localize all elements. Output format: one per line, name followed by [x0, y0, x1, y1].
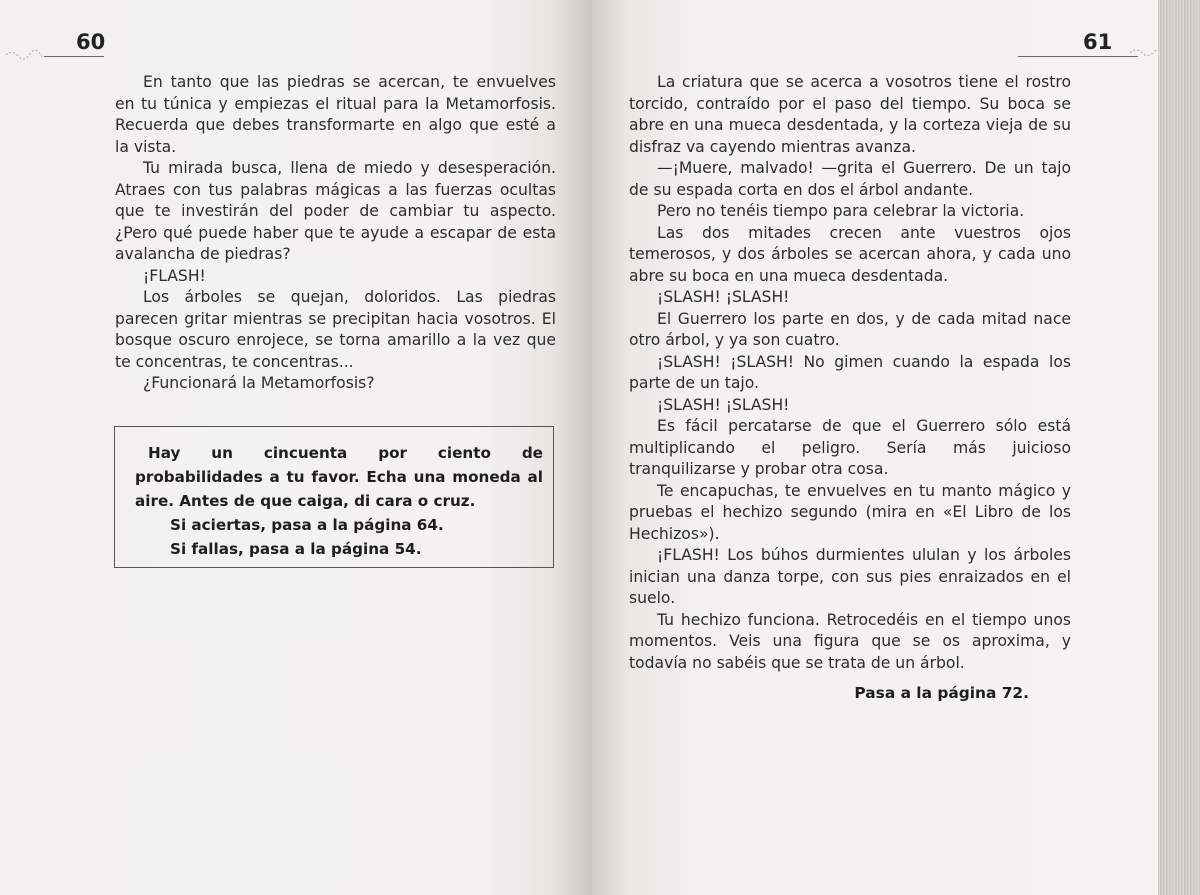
choice-option-lose: Si fallas, pasa a la página 54. [170, 540, 422, 558]
margin-mark [4, 47, 44, 61]
paragraph: Pero no tenéis tiempo para celebrar la victoria. [657, 202, 1025, 220]
paragraph: ¿Funcionará la Metamorfosis? [143, 374, 375, 392]
paragraph: En tanto que las piedras se acercan, te envuelves en tu túnica y empiezas el ritual para la Metamorfosis. Recuerda que debes transformarte en algo que esté a la vista. [115, 73, 556, 156]
paragraph: —¡Muere, malvado! —grita el Guerrero. De un tajo de su espada corta en dos el árbol andante. [629, 159, 1071, 199]
choice-box [114, 426, 554, 568]
paragraph: Tu hechizo funciona. Retrocedéis en el tiempo unos momentos. Veis una figura que se os aproxima, y todavía no sabéis que se trata de un árbol. [629, 610, 1071, 672]
final-instruction: Pasa a la página 72. [854, 684, 1029, 702]
paragraph: ¡FLASH! [143, 266, 206, 285]
body-text [629, 72, 1071, 674]
choice-intro: Hay un cincuenta por ciento de probabilidades a tu favor. Echa una moneda al aire. Antes de que caiga, di cara o cruz. [135, 444, 543, 510]
body-text [115, 72, 556, 395]
paragraph: Es fácil percatarse de que el Guerrero sólo está multiplicando el peligro. Sería más juicioso tranquilizarse y probar otra cosa. [629, 417, 1071, 478]
paragraph: Te encapuchas, te envuelves en tu manto mágico y pruebas el hechizo segundo (mira en «El Libro de los Hechizos»). [629, 481, 1071, 543]
margin-mark [1128, 44, 1158, 58]
paragraph: ¡SLASH! ¡SLASH! No gimen cuando la espada los parte de un tajo. [629, 352, 1071, 392]
left-page [0, 0, 592, 895]
page-number: 61 [1083, 30, 1113, 54]
paragraph: Las dos mitades crecen ante vuestros ojos temerosos, y dos árboles se acercan ahora, y cada uno abre su boca en una mueca desdentada. [629, 223, 1071, 285]
paragraph: La criatura que se acerca a vosotros tiene el rostro torcido, contraído por el paso del tiempo. Su boca se abre en una mueca desdentada, y la corteza vieja de su disfraz va cayendo mientras avanza. [629, 73, 1071, 156]
header-rule [44, 56, 104, 57]
header-rule [1018, 56, 1138, 57]
paragraph: ¡SLASH! ¡SLASH! [657, 395, 790, 414]
page-number: 60 [76, 30, 106, 54]
paragraph: El Guerrero los parte en dos, y de cada mitad nace otro árbol, y ya son cuatro. [629, 309, 1071, 349]
right-page [592, 0, 1158, 895]
paragraph: ¡SLASH! ¡SLASH! [657, 288, 790, 306]
paragraph: Tu mirada busca, llena de miedo y desesperación. Atraes con tus palabras mágicas a las fuerzas ocultas que te investirán del poder de cambiar tu aspecto. ¿Pero qué puede haber que te ayude a escapar de esta avalancha de piedras? [115, 159, 556, 263]
choice-option-win: Si aciertas, pasa a la página 64. [170, 516, 444, 534]
page-edges [1158, 0, 1200, 895]
paragraph: Los árboles se quejan, doloridos. Las piedras parecen gritar mientras se precipitan hacia vosotros. El bosque oscuro enrojece, se torna amarillo a la vez que te concentras, te concentras... [115, 288, 556, 371]
paragraph: ¡FLASH! Los búhos durmientes ululan y los árboles inician una danza torpe, con sus pies enraizados en el suelo. [629, 546, 1071, 607]
